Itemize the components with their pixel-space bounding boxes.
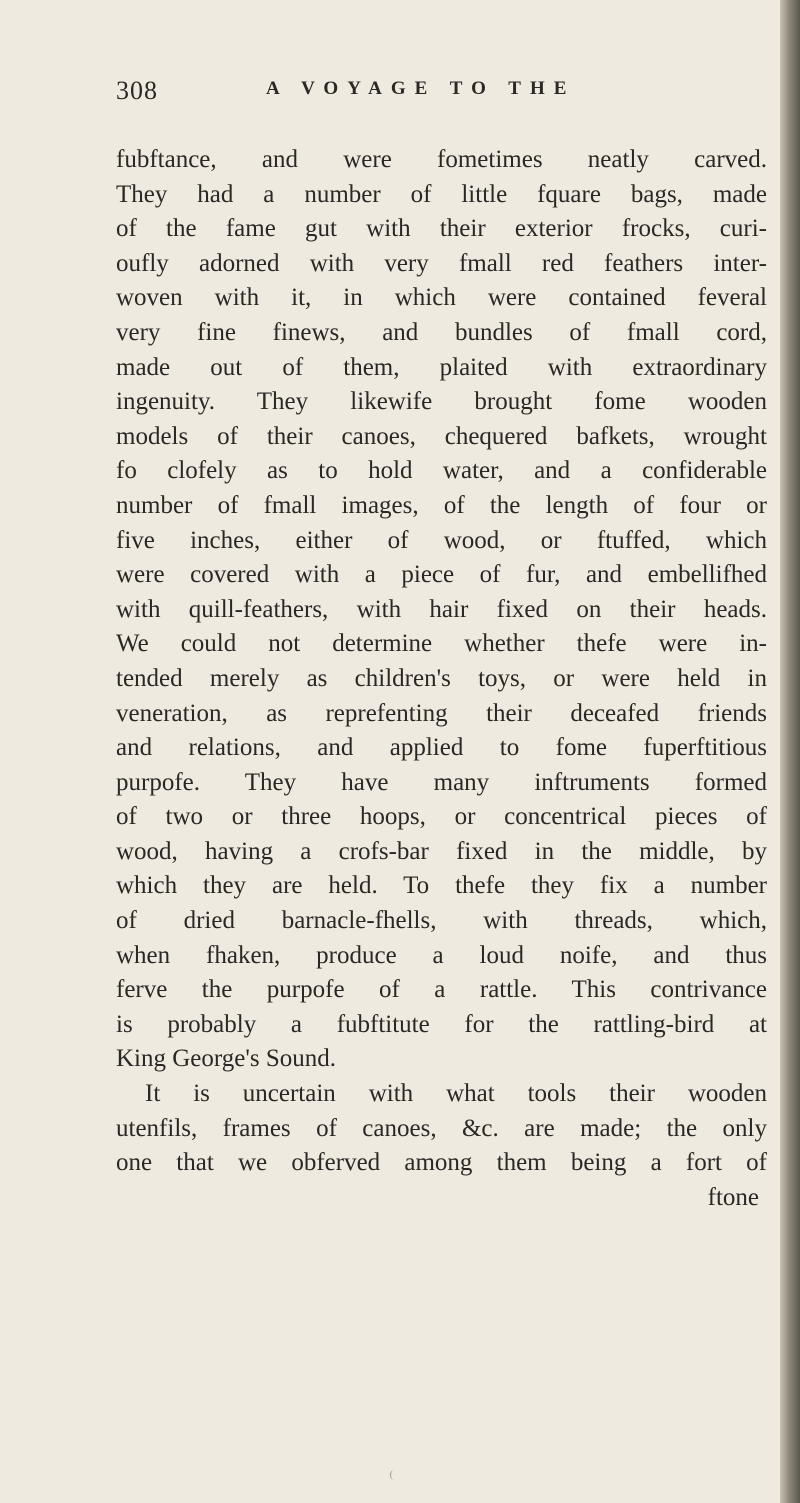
text-line: were covered with a piece of fur, and embellifhed: [116, 561, 767, 589]
text-line: woven with it, in which were contained feveral: [116, 284, 767, 312]
text-line: utenfils, frames of canoes, &c. are made; the only: [116, 1114, 767, 1142]
text-line: tended merely as children's toys, or were held in: [116, 664, 767, 692]
text-line: made out of them, plaited with extraordinary: [116, 353, 767, 381]
catchword: ftone: [707, 1183, 759, 1211]
text-line: fubftance, and were fometimes neatly carved.: [116, 146, 767, 173]
text-line: We could not determine whether thefe were in-: [116, 630, 767, 658]
text-line: fo clofely as to hold water, and a confiderable: [116, 457, 767, 485]
page-edge-shadow: [780, 0, 800, 1503]
page-mark: [390, 1470, 397, 1480]
body-text: [116, 143, 767, 1215]
text-line: oufly adorned with very fmall red feathers inter-: [116, 249, 767, 277]
text-line: one that we obferved among them being a fort of: [116, 1149, 767, 1177]
running-head: A VOYAGE TO THE: [266, 78, 576, 99]
text-line: veneration, as reprefenting their deceafed friends: [116, 699, 767, 727]
text-line: which they are held. To thefe they fix a number: [116, 872, 767, 900]
text-line: ferve the purpofe of a rattle. This contrivance: [116, 976, 767, 1004]
text-line: of two or three hoops, or concentrical pieces of: [116, 803, 767, 831]
page-number: 308: [116, 76, 158, 105]
text-line: wood, having a crofs-bar fixed in the middle, by: [116, 837, 767, 865]
text-line: and relations, and applied to fome fuperftitious: [116, 734, 767, 762]
text-line: five inches, either of wood, or ftuffed, which: [116, 526, 767, 554]
text-line: It is uncertain with what tools their wooden: [145, 1080, 767, 1108]
text-line: ingenuity. They likewife brought fome wooden: [116, 388, 767, 416]
text-line: with quill-feathers, with hair fixed on their heads.: [116, 595, 767, 623]
text-line: They had a number of little fquare bags, made: [116, 180, 767, 208]
page-header: [116, 76, 740, 116]
text-line: of dried barnacle-fhells, with threads, which,: [116, 907, 767, 935]
text-line: very fine finews, and bundles of fmall cord,: [116, 318, 767, 346]
text-line: of the fame gut with their exterior frocks, curi-: [116, 215, 767, 243]
text-line: number of fmall images, of the length of four or: [116, 491, 767, 519]
text-line: purpofe. They have many inftruments formed: [116, 768, 767, 796]
text-line: is probably a fubftitute for the rattling-bird at: [116, 1010, 767, 1038]
text-line: King George's Sound.: [116, 1045, 337, 1073]
text-line: when fhaken, produce a loud noife, and thus: [116, 941, 767, 969]
text-line: models of their canoes, chequered bafkets, wrought: [116, 422, 767, 450]
